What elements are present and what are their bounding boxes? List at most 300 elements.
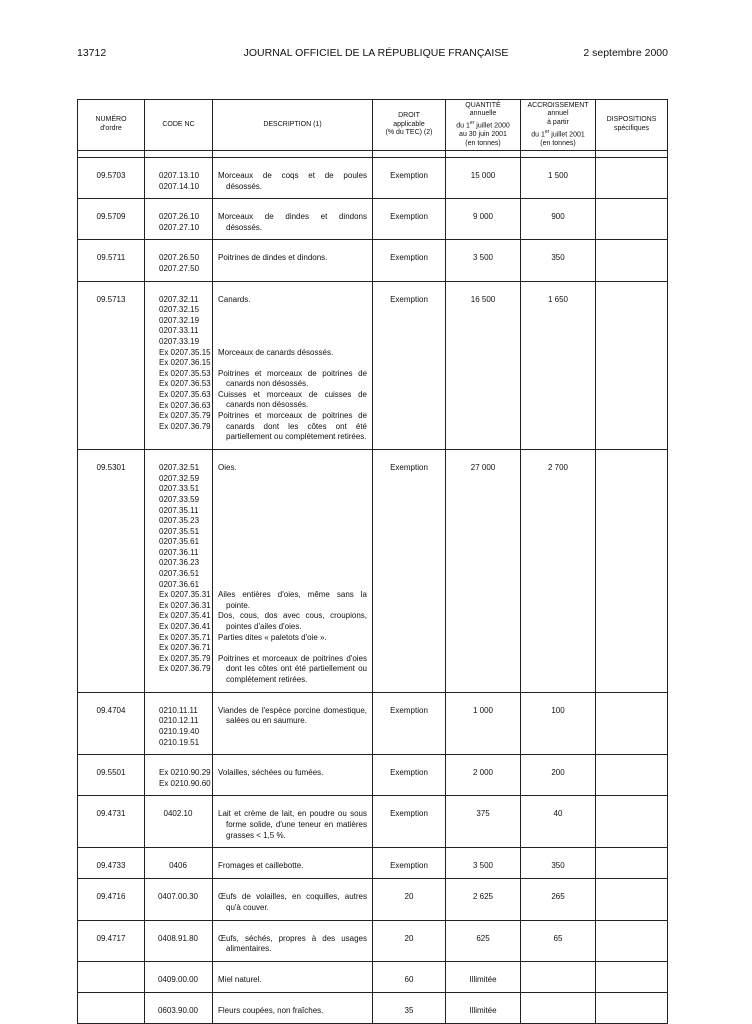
description-text: Poitrines et morceaux de poitrines de canards dont les côtes ont été partiellement ou complètement retirées.: [218, 410, 367, 442]
accroissement-cell: 350: [521, 253, 596, 274]
dispositions-cell: [596, 768, 668, 789]
cell-empty: [145, 692, 213, 706]
description-text: Poitrines de dindes et dindons.: [218, 253, 328, 263]
quantite-cell: 2 000: [446, 768, 521, 789]
header-line: spécifiques: [613, 125, 650, 132]
code-group: [149, 934, 207, 955]
cell-empty: [78, 692, 145, 706]
code-group: [159, 706, 207, 748]
header-line: CODE NC: [162, 120, 195, 128]
numero-cell: 09.4717: [78, 934, 145, 955]
description-group: [218, 1006, 367, 1017]
description-group: [218, 463, 367, 590]
code-line: Ex 0207.35.53: [159, 368, 211, 378]
cell-empty: [78, 755, 145, 769]
cell-empty: [373, 879, 446, 893]
droit-cell: Exemption: [373, 212, 446, 233]
cell-empty: [145, 158, 213, 172]
code-line: 0207.32.19: [159, 315, 200, 325]
droit-cell: Exemption: [373, 171, 446, 192]
code-nc-cell: [145, 706, 213, 748]
code-nc-cell: [145, 809, 213, 841]
table-row: [78, 463, 668, 686]
numero-cell: 09.5501: [78, 768, 145, 789]
accroissement-cell: [521, 975, 596, 986]
description-cell: [213, 171, 373, 192]
header-line: ACCROISSEMENT: [527, 101, 589, 109]
code-line: 0207.26.50: [159, 253, 200, 263]
cell-empty: [596, 796, 668, 810]
code-group: [159, 768, 211, 789]
quantite-cell: 15 000: [446, 171, 521, 192]
description-text: Morceaux de canards désossés.: [218, 347, 334, 357]
cell-empty: [213, 151, 373, 158]
row-spacer: [78, 848, 668, 862]
droit-cell: Exemption: [373, 463, 446, 686]
cell-empty: [373, 992, 446, 1006]
numero-cell: 09.4731: [78, 809, 145, 841]
code-line: 0207.14.10: [159, 181, 200, 191]
description-text: Poitrines et morceaux de poitrines de canards non désossés.: [218, 368, 367, 389]
description-group: [218, 348, 367, 369]
cell-empty: [145, 240, 213, 254]
col-description: [213, 100, 373, 151]
cell-empty: [521, 848, 596, 862]
cell-empty: [446, 961, 521, 975]
code-line: Ex 0207.36.79: [159, 421, 211, 431]
code-line: 0406: [169, 861, 187, 871]
accroissement-cell: 900: [521, 212, 596, 233]
code-nc-cell: [145, 295, 213, 444]
cell-empty: [446, 796, 521, 810]
code-line: 0207.27.50: [159, 263, 200, 273]
description-cell: [213, 253, 373, 274]
description-text: Viandes de l'espèce porcine domestique, salées ou en saumure.: [218, 705, 367, 726]
quantite-cell: 9 000: [446, 212, 521, 233]
cell-empty: [521, 992, 596, 1006]
description-cell: [213, 1006, 373, 1017]
code-line: Ex 0210.90.29: [159, 768, 211, 778]
cell-empty: [521, 920, 596, 934]
cell-empty: [213, 961, 373, 975]
cell-empty: [373, 848, 446, 862]
header-line: QUANTITÉ: [465, 101, 501, 109]
description-cell: [213, 809, 373, 841]
description-group: [218, 768, 367, 789]
table-row: [78, 768, 668, 789]
description-text: Fromages et caillebotte.: [218, 861, 304, 871]
cell-empty: [521, 1017, 596, 1024]
cell-empty: [78, 920, 145, 934]
cell-empty: [78, 151, 145, 158]
description-group: [218, 934, 367, 955]
description-text: Morceaux de dindes et dindons désossés.: [218, 212, 367, 232]
code-line: Ex 0207.36.71: [159, 643, 211, 653]
code-group: [159, 653, 211, 686]
description-group: [218, 590, 367, 611]
cell-empty: [213, 158, 373, 172]
col-quantite: [446, 100, 521, 151]
cell-empty: [213, 920, 373, 934]
code-line: 0207.32.59: [159, 473, 200, 483]
accroissement-cell: 350: [521, 861, 596, 872]
table-row: [78, 809, 668, 841]
code-line: 0207.36.51: [159, 569, 200, 579]
header-line: DESCRIPTION (1): [263, 120, 322, 128]
header-line: (en tonnes): [540, 139, 576, 147]
table-row: [78, 861, 668, 872]
description-group: [218, 212, 367, 233]
numero-cell: [78, 1006, 145, 1017]
description-group: [218, 654, 367, 686]
code-group: [149, 861, 207, 872]
code-group: [149, 809, 207, 841]
code-line: Ex 0207.36.41: [159, 622, 211, 632]
cell-empty: [145, 992, 213, 1006]
code-nc-cell: [145, 212, 213, 233]
description-cell: [213, 295, 373, 444]
cell-empty: [145, 920, 213, 934]
row-spacer: [78, 920, 668, 934]
code-group: [159, 611, 211, 632]
description-text: Fleurs coupées, non fraîches.: [218, 1005, 324, 1015]
row-spacer: [78, 692, 668, 706]
cell-empty: [78, 992, 145, 1006]
row-spacer: [78, 199, 668, 213]
description-group: [218, 892, 367, 913]
code-line: Ex 0207.35.63: [159, 389, 211, 399]
code-group: [159, 295, 207, 348]
code-group: [159, 368, 211, 390]
quantite-cell: 16 500: [446, 295, 521, 444]
description-group: [218, 975, 367, 986]
table-body: [78, 151, 668, 1024]
col-code-nc: [145, 100, 213, 151]
cell-empty: [78, 879, 145, 893]
cell-empty: [213, 199, 373, 213]
description-group: [218, 390, 367, 411]
publication-date: 2 septembre 2000: [583, 47, 668, 59]
row-spacer: [78, 992, 668, 1006]
cell-empty: [596, 848, 668, 862]
code-group: [159, 590, 211, 611]
cell-empty: [446, 879, 521, 893]
code-line: Ex 0207.36.31: [159, 600, 211, 610]
row-spacer: [78, 755, 668, 769]
cell-empty: [446, 450, 521, 464]
cell-empty: [145, 1017, 213, 1024]
header-line: d'ordre: [100, 125, 122, 132]
cell-empty: [213, 848, 373, 862]
description-text: Dos, cous, dos avec cous, croupions, pointes d'ailes d'oies.: [218, 611, 367, 631]
code-line: Ex 0207.35.79: [159, 411, 211, 421]
code-line: 0207.35.61: [159, 537, 200, 547]
row-spacer: [78, 450, 668, 464]
code-line: 0207.33.51: [159, 484, 200, 494]
row-separator: [78, 1017, 668, 1024]
cell-empty: [521, 879, 596, 893]
table-row: [78, 934, 668, 955]
code-line: Ex 0207.35.31: [159, 590, 211, 600]
cell-empty: [521, 151, 596, 158]
cell-empty: [373, 961, 446, 975]
numero-cell: 09.4704: [78, 706, 145, 748]
description-cell: [213, 212, 373, 233]
header-line: au 30 juin 2001: [459, 130, 507, 138]
code-line: 0207.32.15: [159, 305, 200, 315]
cell-empty: [145, 879, 213, 893]
header-line: NUMÉRO: [95, 116, 127, 124]
dispositions-cell: [596, 934, 668, 955]
description-group: [218, 706, 367, 748]
code-line: 0207.35.23: [159, 516, 200, 526]
row-spacer: [78, 281, 668, 295]
header-line: DROIT: [398, 112, 420, 120]
cell-empty: [596, 879, 668, 893]
cell-empty: [596, 151, 668, 158]
code-line: 0207.13.10: [159, 171, 200, 180]
accroissement-cell: 1 500: [521, 171, 596, 192]
numero-cell: 09.4716: [78, 892, 145, 913]
description-text: Canards.: [218, 294, 251, 304]
code-line: Ex 0207.35.71: [159, 632, 211, 642]
numero-cell: [78, 975, 145, 986]
cell-empty: [596, 240, 668, 254]
code-nc-cell: [145, 975, 213, 986]
code-line: Ex 0207.35.15: [159, 347, 211, 357]
cell-empty: [446, 158, 521, 172]
cell-empty: [78, 848, 145, 862]
cell-empty: [373, 1017, 446, 1024]
droit-cell: Exemption: [373, 809, 446, 841]
description-text: Miel naturel.: [218, 974, 262, 984]
code-line: Ex 0207.35.41: [159, 611, 211, 621]
cell-empty: [145, 755, 213, 769]
accroissement-cell: 40: [521, 809, 596, 841]
cell-empty: [145, 151, 213, 158]
cell-empty: [521, 961, 596, 975]
code-nc-cell: [145, 934, 213, 955]
quantite-cell: 375: [446, 809, 521, 841]
description-cell: [213, 861, 373, 872]
dispositions-cell: [596, 892, 668, 913]
code-line: 0207.35.51: [159, 526, 200, 536]
cell-empty: [373, 755, 446, 769]
quantite-cell: 3 500: [446, 253, 521, 274]
journal-title: JOURNAL OFFICIEL DE LA RÉPUBLIQUE FRANÇAISE: [243, 47, 509, 59]
code-line: Ex 0207.36.53: [159, 379, 211, 389]
description-text: Œufs, séchés, propres à des usages alimentaires.: [218, 933, 367, 954]
cell-empty: [521, 199, 596, 213]
cell-empty: [145, 796, 213, 810]
cell-empty: [213, 1017, 373, 1024]
dispositions-cell: [596, 212, 668, 233]
description-cell: [213, 706, 373, 748]
table-row: [78, 892, 668, 913]
cell-empty: [145, 961, 213, 975]
quantite-cell: Illimitée: [446, 975, 521, 986]
header-line: (% du TEC) (2): [385, 129, 433, 137]
cell-empty: [373, 692, 446, 706]
dispositions-cell: [596, 171, 668, 192]
numero-cell: 09.4733: [78, 861, 145, 872]
code-line: Ex 0207.36.63: [159, 400, 211, 410]
cell-empty: [78, 450, 145, 464]
row-spacer: [78, 158, 668, 172]
code-group: [159, 632, 211, 654]
row-spacer: [78, 879, 668, 893]
cell-empty: [145, 450, 213, 464]
cell-empty: [521, 158, 596, 172]
code-line: 0408.91.80: [157, 933, 199, 943]
row-separator: [78, 151, 668, 158]
table-row: [78, 295, 668, 444]
quantite-cell: Illimitée: [446, 1006, 521, 1017]
cell-empty: [373, 199, 446, 213]
cell-empty: [446, 1017, 521, 1024]
droit-cell: Exemption: [373, 295, 446, 444]
cell-empty: [373, 151, 446, 158]
table-row: [78, 975, 668, 986]
page-number: 13712: [77, 47, 107, 59]
code-line: 0207.36.61: [159, 579, 200, 589]
description-text: Parties dites « paletots d'oie ».: [218, 632, 327, 642]
cell-empty: [213, 755, 373, 769]
dispositions-cell: [596, 809, 668, 841]
code-group: [149, 892, 207, 913]
cell-empty: [446, 240, 521, 254]
code-group: [159, 389, 211, 411]
code-line: 0409.00.00: [157, 974, 199, 984]
droit-cell: 20: [373, 892, 446, 913]
cell-empty: [213, 281, 373, 295]
code-nc-cell: [145, 861, 213, 872]
header-line: applicable: [393, 120, 425, 128]
cell-empty: [596, 961, 668, 975]
cell-empty: [521, 692, 596, 706]
droit-cell: 35: [373, 1006, 446, 1017]
cell-empty: [78, 796, 145, 810]
quantite-cell: 625: [446, 934, 521, 955]
accroissement-cell: 265: [521, 892, 596, 913]
cell-empty: [446, 151, 521, 158]
code-group: [159, 171, 207, 192]
row-spacer: [78, 240, 668, 254]
code-line: 0207.32.51: [159, 463, 200, 473]
col-droit: [373, 100, 446, 151]
cell-empty: [596, 920, 668, 934]
accroissement-cell: [521, 1006, 596, 1017]
cell-empty: [373, 240, 446, 254]
table-row: [78, 1006, 668, 1017]
accroissement-cell: 200: [521, 768, 596, 789]
numero-cell: 09.5301: [78, 463, 145, 686]
cell-empty: [521, 450, 596, 464]
quantite-cell: 2 625: [446, 892, 521, 913]
droit-cell: Exemption: [373, 253, 446, 274]
cell-empty: [596, 692, 668, 706]
dispositions-cell: [596, 975, 668, 986]
code-line: 0210.19.51: [159, 737, 200, 747]
code-line: Ex 0207.36.79: [159, 664, 211, 674]
code-line: 0207.33.59: [159, 494, 200, 504]
cell-empty: [145, 848, 213, 862]
accroissement-cell: 2 700: [521, 463, 596, 686]
cell-empty: [213, 692, 373, 706]
row-spacer: [78, 961, 668, 975]
cell-empty: [373, 920, 446, 934]
code-line: 0207.33.19: [159, 336, 200, 346]
cell-empty: [213, 879, 373, 893]
code-line: 0210.12.11: [159, 716, 199, 726]
cell-empty: [78, 240, 145, 254]
cell-empty: [521, 240, 596, 254]
cell-empty: [446, 755, 521, 769]
cell-empty: [521, 755, 596, 769]
cell-empty: [596, 755, 668, 769]
accroissement-cell: 1 650: [521, 295, 596, 444]
code-group: [159, 253, 207, 274]
code-line: 0210.19.40: [159, 727, 200, 736]
code-nc-cell: [145, 892, 213, 913]
description-group: [218, 861, 367, 872]
cell-empty: [78, 281, 145, 295]
header-line: du 1er juillet 2000: [456, 120, 510, 130]
accroissement-cell: 100: [521, 706, 596, 748]
col-dispositions: [596, 100, 668, 151]
cell-empty: [446, 848, 521, 862]
code-group: [159, 463, 207, 590]
quantite-cell: 27 000: [446, 463, 521, 686]
dispositions-cell: [596, 1006, 668, 1017]
cell-empty: [145, 199, 213, 213]
table-row: [78, 171, 668, 192]
description-group: [218, 369, 367, 390]
cell-empty: [373, 158, 446, 172]
cell-empty: [596, 199, 668, 213]
droit-cell: Exemption: [373, 768, 446, 789]
numero-cell: 09.5711: [78, 253, 145, 274]
description-group: [218, 611, 367, 632]
code-nc-cell: [145, 253, 213, 274]
cell-empty: [78, 199, 145, 213]
table-row: [78, 212, 668, 233]
header-line: annuel: [547, 110, 569, 118]
table-row: [78, 253, 668, 274]
cell-empty: [373, 281, 446, 295]
description-text: Ailes entières d'oies, même sans la pointe.: [218, 590, 367, 610]
cell-empty: [213, 992, 373, 1006]
description-text: Poitrines et morceaux de poitrines d'oies dont les côtes ont été partiellement ou complètement retirées.: [218, 653, 367, 684]
code-nc-cell: [145, 768, 213, 789]
code-group: [149, 975, 207, 986]
code-line: 0603.90.00: [157, 1005, 199, 1015]
cell-empty: [446, 281, 521, 295]
cell-empty: [446, 920, 521, 934]
code-line: 0402.10: [163, 809, 193, 819]
code-line: 0207.27.10: [159, 222, 200, 232]
description-cell: [213, 463, 373, 686]
cell-empty: [521, 281, 596, 295]
dispositions-cell: [596, 861, 668, 872]
cell-empty: [596, 158, 668, 172]
description-cell: [213, 892, 373, 913]
description-group: [218, 171, 367, 192]
cell-empty: [596, 1017, 668, 1024]
header-line: DISPOSITIONS: [606, 116, 657, 124]
code-line: 0207.26.10: [159, 212, 200, 222]
description-text: Oies.: [218, 463, 237, 473]
